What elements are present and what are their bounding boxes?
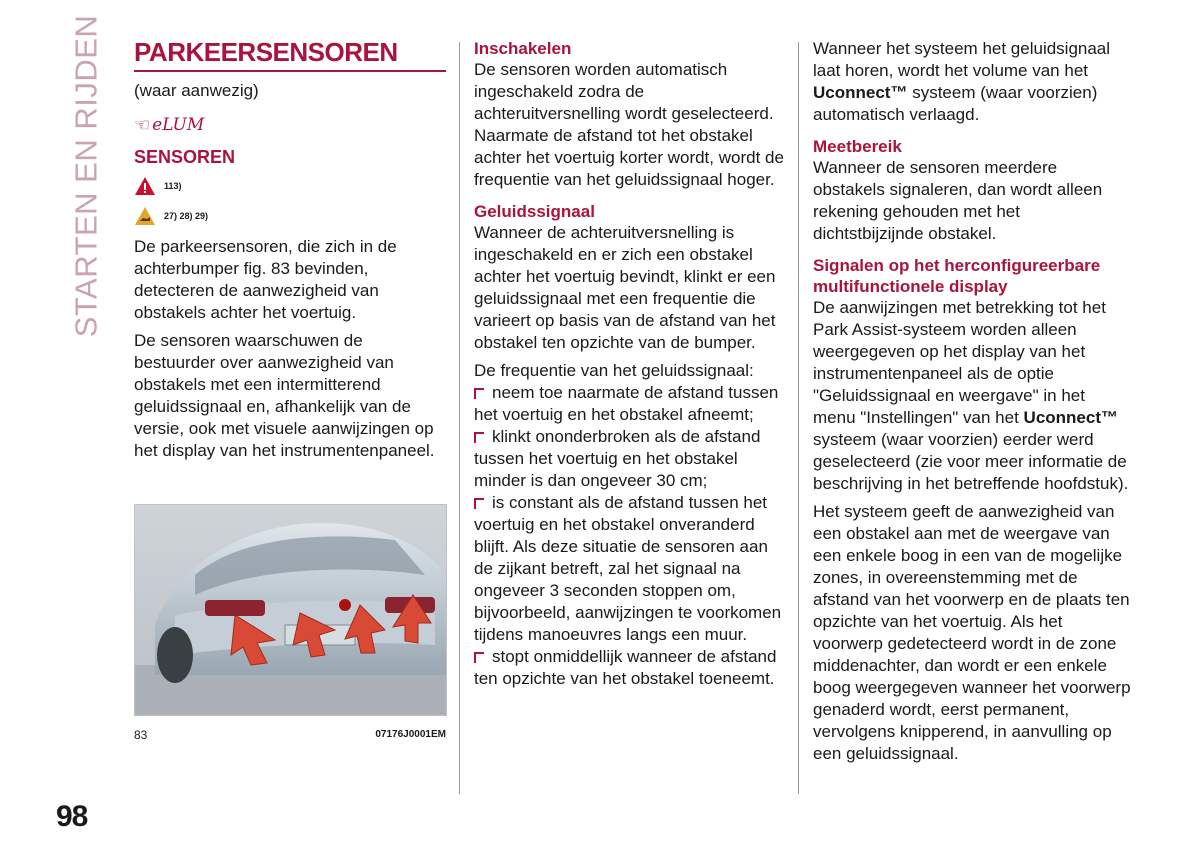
bullet-icon xyxy=(474,388,484,399)
bullet-text: neem toe naarmate de afstand tussen het voertuig en het obstakel afneemt; xyxy=(474,383,779,424)
brand-name: Uconnect™ xyxy=(813,83,908,102)
caution-reference xyxy=(134,204,446,228)
text-run: De aanwijzingen met betrekking tot het Park Assist-systeem worden alleen weergegeven op het display van het instrumentenpaneel als de optie "Geluidssignaal en weergave" in het menu "Instellingen" van het xyxy=(813,298,1106,427)
caution-triangle-icon xyxy=(134,206,156,226)
page-number: 98 xyxy=(56,800,88,833)
text-run: systeem (waar voorzien) eerder werd geselecteerd (zie voor meer informatie de beschrijving in het betreffende hoofdstuk). xyxy=(813,430,1129,493)
chapter-title: STARTEN EN RIJDEN xyxy=(68,14,103,338)
paragraph: Wanneer de achteruitversnelling is ingeschakeld en er zich een obstakel achter het voertuig bevindt, klinkt er een geluidssignaal met een frequentie die varieert op basis van de afstand van het obstakel ten opzichte van de bumper. xyxy=(474,223,776,352)
heading-display-signals: Signalen op het herconfigureerbare multifunctionele display xyxy=(813,256,1101,296)
chapter-side-tab xyxy=(62,14,110,338)
brand-name: Uconnect™ xyxy=(1023,408,1119,427)
column-3 xyxy=(813,38,1131,765)
elum-logo-text: eLUM xyxy=(152,115,205,135)
warning-reference xyxy=(134,174,446,198)
figure-number: 83 xyxy=(134,728,148,742)
text-run: Wanneer het systeem het geluidsignaal laat horen, wordt het volume van het xyxy=(813,39,1111,80)
elum-logo xyxy=(134,112,446,138)
availability-note: (waar aanwezig) xyxy=(134,81,259,100)
page-title: PARKEERSENSOREN xyxy=(134,38,446,72)
hand-pointer-icon: ☜ xyxy=(134,115,151,135)
column-2 xyxy=(474,38,790,690)
section-title: SENSOREN xyxy=(134,147,236,167)
column-divider xyxy=(459,42,460,794)
figure-car-rear xyxy=(134,504,447,716)
warning-triangle-icon xyxy=(134,176,156,196)
figure-code: 07176J0001EM xyxy=(375,729,446,740)
bullet-icon xyxy=(474,498,484,509)
paragraph xyxy=(813,297,1131,495)
warning-refs: 113) xyxy=(164,181,182,191)
paragraph: De frequentie van het geluidssignaal: xyxy=(474,361,754,380)
bullet-item xyxy=(474,646,790,690)
text-run: systeem (waar voorzien) automatisch verlaagd. xyxy=(813,83,1098,124)
caution-refs: 27) 28) 29) xyxy=(164,211,209,221)
bullet-item xyxy=(474,492,790,646)
bullet-item xyxy=(474,426,790,492)
car-rear-illustration xyxy=(135,505,446,715)
bullet-text: klinkt ononderbroken als de afstand tussen het voertuig en het obstakel minder is dan ongeveer 30 cm; xyxy=(474,427,761,490)
paragraph: De parkeersensoren, die zich in de achterbumper fig. 83 bevinden, detecteren de aanwezigheid van obstakels achter het voertuig. xyxy=(134,237,397,322)
paragraph: De sensoren worden automatisch ingeschakeld zodra de achteruitversnelling wordt geselecteerd. Naarmate de afstand tot het obstakel achter het voertuig korter wordt, wordt de frequentie van het geluidssignaal hoger. xyxy=(474,60,784,189)
bullet-text: stopt onmiddellijk wanneer de afstand ten opzichte van het obstakel toeneemt. xyxy=(474,647,777,688)
column-divider xyxy=(798,42,799,794)
paragraph: Wanneer de sensoren meerdere obstakels signaleren, dan wordt alleen rekening gehouden met het dichtstbijzijnde obstakel. xyxy=(813,158,1103,243)
bullet-item xyxy=(474,382,790,426)
heading-meetbereik: Meetbereik xyxy=(813,137,902,156)
heading-inschakelen: Inschakelen xyxy=(474,39,572,58)
paragraph xyxy=(813,38,1131,126)
paragraph: Het systeem geeft de aanwezigheid van een obstakel aan met de weergave van een enkele boog in een van de mogelijke zones, in overeenstemming met de afstand van het voorwerp en de plaats ten opzichte van het voertuig. Als het voorwerp gedetecteerd wordt in de zone middenachter, dan wordt er een enkele boog weergegeven wanneer het voorwerp genaderd wordt, eerst permanent, vervolgens knipperend, in aanvulling op een geluidssignaal. xyxy=(813,502,1131,763)
bullet-icon xyxy=(474,432,484,443)
column-1 xyxy=(134,38,446,746)
figure-caption xyxy=(134,724,446,746)
bullet-text: is constant als de afstand tussen het voertuig en het obstakel onveranderd blijft. Als deze situatie de sensoren aan de zijkant betreft, zal het signaal na ongeveer 3 seconden stoppen om, bijvoorbeeld, aanwijzingen te voorkomen tijdens manoeuvres langs een muur. xyxy=(474,493,782,644)
bullet-icon xyxy=(474,652,484,663)
paragraph: De sensoren waarschuwen de bestuurder over aanwezigheid van obstakels met een intermitterend geluidssignaal en, afhankelijk van de versie, ook met visuele aanwijzingen op het display van het instrumentenpaneel. xyxy=(134,331,435,460)
heading-geluidssignaal: Geluidssignaal xyxy=(474,202,595,221)
